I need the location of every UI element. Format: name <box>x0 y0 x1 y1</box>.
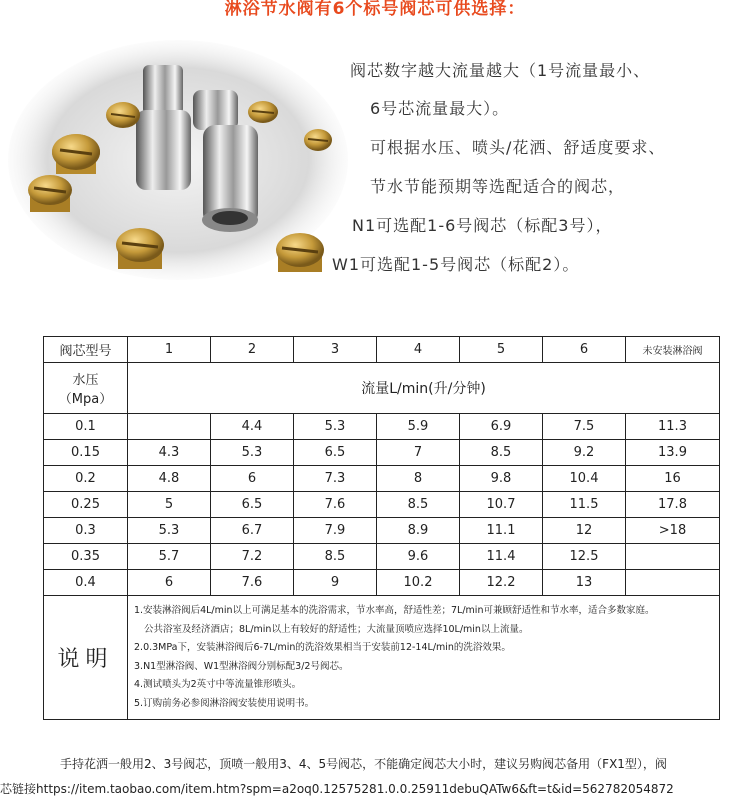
flow-cell: 12.5 <box>543 544 626 570</box>
flow-cell: 16 <box>626 466 720 492</box>
header-label: 阀芯型号 <box>44 337 128 363</box>
column-header: 3 <box>294 337 377 363</box>
pressure-cell: 0.35 <box>44 544 128 570</box>
flow-cell: 7.9 <box>294 518 377 544</box>
brass-valve-cores-photo <box>8 40 348 280</box>
flow-cell: 8.9 <box>377 518 460 544</box>
item-link[interactable]: https://item.taobao.com/item.htm?spm=a2oq0.12575281.0.0.25911debuQATw6&ft=t&id=562782054872 <box>36 782 674 796</box>
pressure-label <box>44 363 128 414</box>
pressure-cell: 0.2 <box>44 466 128 492</box>
flow-cell: 6.9 <box>460 414 543 440</box>
flow-cell: 8.5 <box>377 492 460 518</box>
flow-cell: 7.5 <box>543 414 626 440</box>
flow-cell: 12 <box>543 518 626 544</box>
page-title: 淋浴节水阀有6个标号阀芯可供选择： <box>224 0 526 19</box>
flow-cell: 10.7 <box>460 492 543 518</box>
description-line: 可根据水压、喷头/花洒、舒适度要求、 <box>370 138 666 157</box>
flow-cell: 11.1 <box>460 518 543 544</box>
flow-cell: 5.3 <box>211 440 294 466</box>
flow-cell: 7.6 <box>211 570 294 596</box>
table-row <box>44 492 720 518</box>
column-header: 6 <box>543 337 626 363</box>
footer-link-prefix: 芯链接 <box>0 782 37 796</box>
flow-cell: 4.4 <box>211 414 294 440</box>
flow-cell: 11.5 <box>543 492 626 518</box>
flow-rate-table <box>43 336 720 720</box>
flow-cell: 8.5 <box>460 440 543 466</box>
footer-note: 手持花洒一般用2、3号阀芯，顶喷一般用3、4、5号阀芯，不能确定阀芯大小时，建议另购阀芯备用（FX1型），阀 <box>60 757 667 771</box>
flow-cell: 5.7 <box>128 544 211 570</box>
flow-cell: 7.6 <box>294 492 377 518</box>
table-row <box>44 440 720 466</box>
note-line: 1.安装淋浴阀后4L/min以上可满足基本的洗浴需求，节水率高，舒适性差；7L/min可兼顾舒适性和节水率，适合多数家庭。 <box>134 605 655 616</box>
flow-cell: 9.6 <box>377 544 460 570</box>
table-unit-row <box>44 363 720 414</box>
description-line: W1可选配1-5号阀芯（标配2）。 <box>332 255 580 274</box>
flow-cell: 11.4 <box>460 544 543 570</box>
note-line: 公共浴室及经济酒店；8L/min以上有较好的舒适性；大流量顶喷应选择10L/min以上流量。 <box>144 623 529 635</box>
column-header: 5 <box>460 337 543 363</box>
flow-cell: 7.3 <box>294 466 377 492</box>
pressure-label-line: 水压 <box>72 373 99 388</box>
column-header: 2 <box>211 337 294 363</box>
flow-cell: 5.3 <box>294 414 377 440</box>
flow-cell <box>626 544 720 570</box>
table-header-row <box>44 337 720 363</box>
table-row <box>44 570 720 596</box>
flow-cell: 6.5 <box>294 440 377 466</box>
flow-cell: 10.2 <box>377 570 460 596</box>
footer-link-line <box>0 780 674 797</box>
column-header: 未安装淋浴阀 <box>626 337 720 363</box>
notes-label: 说明 <box>44 596 128 720</box>
notes-row <box>44 596 720 720</box>
flow-cell: 12.2 <box>460 570 543 596</box>
flow-cell: 4.3 <box>128 440 211 466</box>
pressure-label-line: （Mpa） <box>58 392 113 407</box>
flow-cell: 6 <box>128 570 211 596</box>
description-line: 6号芯流量最大）。 <box>370 99 510 118</box>
flow-cell: 5.3 <box>128 518 211 544</box>
flow-cell: 9.2 <box>543 440 626 466</box>
flow-cell: 7 <box>377 440 460 466</box>
pressure-cell: 0.15 <box>44 440 128 466</box>
table-row <box>44 414 720 440</box>
column-header: 1 <box>128 337 211 363</box>
note-line: 5.订购前务必参阅淋浴阀安装使用说明书。 <box>134 697 315 709</box>
flow-cell: 9 <box>294 570 377 596</box>
notes <box>128 596 720 720</box>
flow-cell: 11.3 <box>626 414 720 440</box>
note-line: 4.测试喷头为2英寸中等流量锥形喷头。 <box>134 679 302 690</box>
pressure-cell: 0.1 <box>44 414 128 440</box>
flow-cell: 8 <box>377 466 460 492</box>
flow-cell: 17.8 <box>626 492 720 518</box>
flow-cell: 6.7 <box>211 518 294 544</box>
flow-cell: 5 <box>128 492 211 518</box>
flow-cell: >18 <box>626 518 720 544</box>
pressure-cell: 0.25 <box>44 492 128 518</box>
flow-label: 流量L/min(升/分钟) <box>128 363 720 414</box>
description-line: N1可选配1-6号阀芯（标配3号）， <box>352 216 613 235</box>
flow-cell <box>626 570 720 596</box>
description-line: 节水节能预期等选配适合的阀芯， <box>370 177 626 196</box>
flow-cell: 6.5 <box>211 492 294 518</box>
pressure-cell: 0.3 <box>44 518 128 544</box>
column-header: 4 <box>377 337 460 363</box>
table-row <box>44 544 720 570</box>
table-row <box>44 466 720 492</box>
flow-cell <box>128 414 211 440</box>
flow-cell: 13.9 <box>626 440 720 466</box>
note-line: 3.N1型淋浴阀、W1型淋浴阀分别标配3/2号阀芯。 <box>134 660 349 672</box>
description-line: 阀芯数字越大流量越大（1号流量最小、 <box>350 61 651 80</box>
flow-cell: 7.2 <box>211 544 294 570</box>
flow-cell: 9.8 <box>460 466 543 492</box>
table-row <box>44 518 720 544</box>
note-line: 2.0.3MPa下，安装淋浴阀后6-7L/min的洗浴效果相当于安装前12-14L/min的洗浴效果。 <box>134 642 511 653</box>
pressure-cell: 0.4 <box>44 570 128 596</box>
flow-cell: 6 <box>211 466 294 492</box>
flow-cell: 8.5 <box>294 544 377 570</box>
flow-cell: 4.8 <box>128 466 211 492</box>
flow-cell: 5.9 <box>377 414 460 440</box>
flow-cell: 13 <box>543 570 626 596</box>
flow-cell: 10.4 <box>543 466 626 492</box>
